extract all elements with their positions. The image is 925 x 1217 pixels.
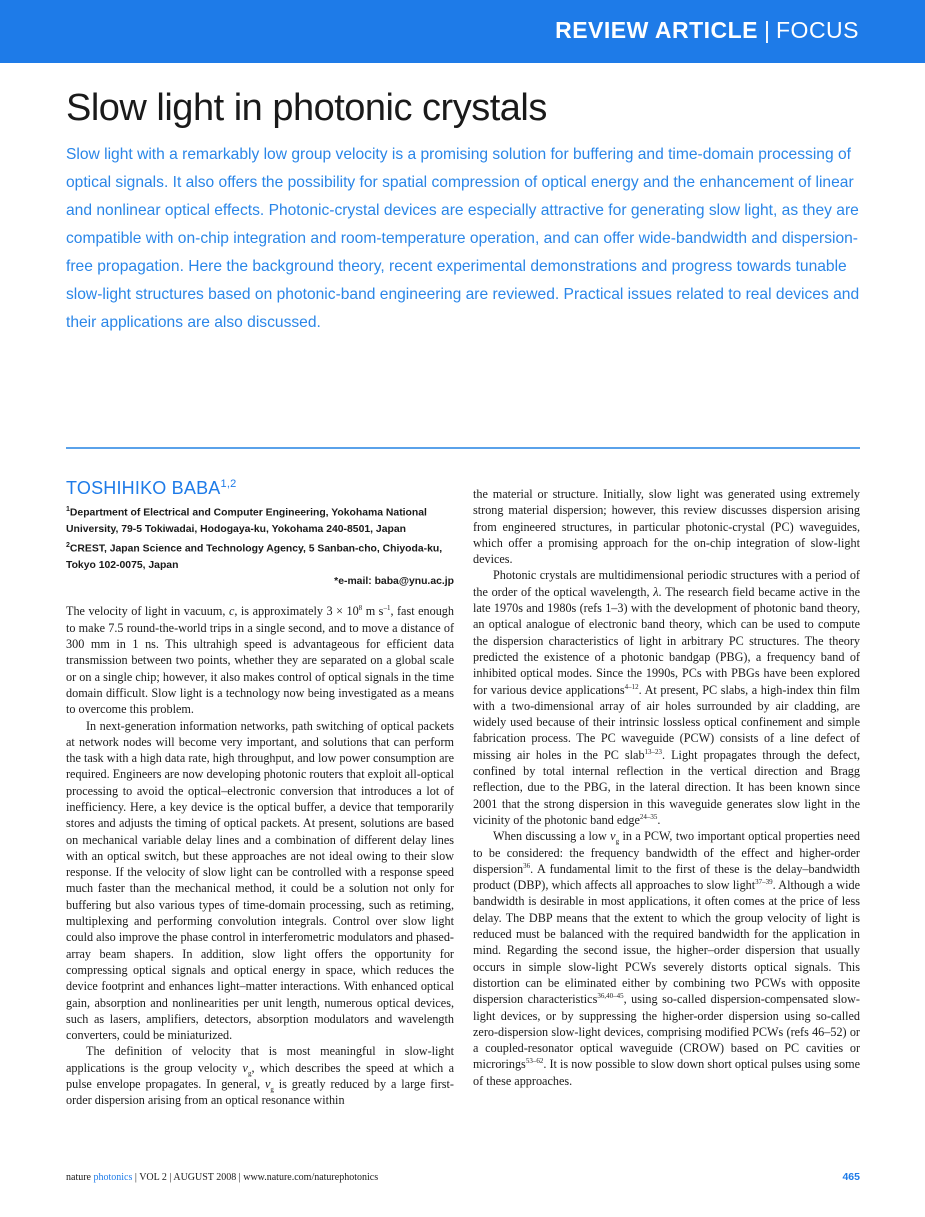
r3-ref-2: 37–39 (755, 878, 773, 887)
article-title: Slow light in photonic crystals (66, 87, 547, 129)
r3-text-b: in a PCW, two important optical properties need to be considered: the frequency bandwidth of the effect and higher-order dispersion (473, 829, 860, 876)
r3-subscript-g: g (615, 837, 620, 846)
divider (66, 447, 860, 449)
r3-text-a: When discussing a low (493, 829, 607, 844)
r3-text-e: , using so-called dispersion-compensated slow-light devices, or by suppressing the higher-order dispersion using so-called zero-dispersion slow-light devices, comprising modified PCWs (refs 46–52) or a coupled-resonator optical waveguide (CROW) based on PC cavities or microrings (473, 992, 860, 1072)
paragraph-r3 (473, 828, 860, 1089)
author-sup: 1,2 (220, 478, 237, 490)
r3-symbol-v: v (610, 829, 616, 844)
paragraph-r1: the material or structure. Initially, slow light was generated using extremely strong material dispersion; however, this review discusses dispersion arising from engineered structures, in particular photonic-crystal (PC) waveguides, which offer a promising approach for the on-chip integration of slow-light devices. (473, 487, 860, 567)
p1-units-exponent: –1 (383, 604, 391, 613)
r2-text-e: . (657, 812, 661, 827)
affiliation-1-text: Department of Electrical and Computer Engineering, Yokohama National University, 79-5 Tokiwadai, Hodogaya-ku, Yokohama 240-8501, Japan (66, 507, 427, 535)
page-number: 465 (842, 1171, 860, 1183)
left-body (66, 603, 454, 1108)
affiliation-2-sup: 2 (66, 542, 70, 550)
r2-text-d: . Light propagates through the defect, confined by total internal reflection in the vertical direction and Bragg reflection, due to the PBG, in the lateral direction. It has been known since 2001 that the strong dispersion in this waveguide generates slow light in the vicinity of the photonic band edge (473, 747, 861, 827)
affiliation-2-text: CREST, Japan Science and Technology Agency, 5 Sanban-cho, Chiyoda-ku, Tokyo 102-0075, Japan (66, 543, 443, 571)
author-email[interactable]: *e-mail: baba@ynu.ac.jp (334, 576, 454, 588)
p1-units: m s (362, 604, 384, 619)
footer-citation (66, 1172, 378, 1183)
header-bar (0, 0, 925, 63)
p3-subscript-g-2: g (270, 1085, 274, 1094)
r3-ref-4: 53–62 (525, 1057, 544, 1066)
right-column (473, 486, 860, 1089)
r2-ref-2: 13–23 (644, 747, 663, 756)
section-separator: | (764, 17, 770, 43)
p3-subscript-g: g (247, 1069, 252, 1078)
section-name: REVIEW ARTICLE (555, 17, 759, 43)
author-name (66, 478, 454, 499)
r2-text-a: Photonic crystals are multidimensional periodic structures with a period of the order of the optical wavelength, (473, 568, 860, 599)
section-focus: FOCUS (776, 17, 859, 43)
p3-symbol-v: v (242, 1060, 248, 1075)
r3-text-c: . A fundamental limit to the first of these is the delay–bandwidth product (DBP), which affects all approaches to slow light (473, 861, 860, 893)
footer-journal-prefix: nature (66, 1172, 91, 1183)
affiliation-1 (66, 502, 454, 538)
footer-details: | VOL 2 | AUGUST 2008 | www.nature.com/naturephotonics (134, 1172, 379, 1183)
paragraph-2: In next-generation information networks, path switching of optical packets at network nodes will become very important, and solutions that can perform the task with a high data rate, high throughput, and low power consumption are required. Engineers are now developing photonic routers that exploit all-optical processing to avoid the optical–electronic conversion that introduces a lot of inefficiency. Here, a key device is the optical buffer, a device that temporarily stores and adjusts the timing of optical packets. At present, solutions are based on mechanical variable delay lines and a combination of different delay lines with an optical switch, but these approaches are not ideal owing to their slow response. If the velocity of slow light can be controlled with a response speed much faster than the mechanical method, it could be a solution not only for buffering but also various types of time-domain processing, such as retiming, multiplexing and performing convolution integrals. Control over slow light could also improve the phase control in interferometric modulators and phased-array beam shapers. In addition, slow light offers the opportunity for compressing optical signals and optical energy in space, which reduces the device footprint and enhances light–matter interactions. With enhanced optical gain, absorption and nonlinearities per unit length, numerous optical devices, such as lasers, amplifiers, detectors, absorption modulators and wavelength converters, could be miniaturized. (66, 718, 454, 1043)
paragraph-r2 (473, 567, 860, 828)
p3-text-b: , which describes the speed at which a pulse envelope propagates. In general, (66, 1060, 454, 1092)
r3-ref-3: 36,40–45 (597, 992, 624, 1001)
r2-text-b: . The research field became active in the late 1970s and 1980s (refs 1–3) with the development of photonic band theory, an optical analogue of electronic band theory, which can be used to compute the dispersion characteristics of light in arbitrary PC structures. The theory predicted the existence of a photonic bandgap (PBG), a frequency band of inhibited optical modes. Since the 1990s, PCs with PBGs have been explored for various device applications (473, 584, 860, 697)
footer-journal-brand: photonics (93, 1172, 133, 1183)
p1-text-rest: , fast enough to make 7.5 round-the-world trips in a single second, and to move a distance of 300 mm in 1 ns. This ultrahigh speed is advantageous for efficient data transmission between two points, whether they are separated on a global scale or on a single chip; however, it also makes control of optical signals in the time domain difficult. Slow light is a technology now being investigated as a means to overcome this problem. (66, 604, 454, 717)
r2-text-c: . At present, PC slabs, a high-index thin film with a two-dimensional array of air holes surrounded by air cladding, are widely used because of their intrinsic lossless optical confinement and simple fabrication process. The PC waveguide (PCW) consists of a line defect of missing air holes in the PC slab (473, 682, 861, 762)
paragraph-3 (66, 1043, 454, 1108)
left-column (66, 478, 454, 1109)
p1-text-b: , is approximately 3 × 10 (234, 604, 359, 619)
p1-symbol-c: c (228, 604, 235, 619)
r2-ref-3: 24–35 (639, 812, 658, 821)
abstract: Slow light with a remarkably low group velocity is a promising solution for buffering and time-domain processing of optical signals. It also offers the possibility for spatial compression of optical energy and the enhancement of linear and nonlinear optical effects. Photonic-crystal devices are especially attractive for generating slow light, as they are compatible with on-chip integration and room-temperature operation, and can offer wide-bandwidth and dispersion-free propagation. Here the background theory, recent experimental demonstrations and progress towards tunable slow-light structures based on photonic-band engineering are reviewed. Practical issues related to real devices and their applications are also discussed. (66, 146, 860, 331)
r2-ref-1: 4–12 (624, 682, 639, 691)
p3-text-c: is greatly reduced by a large first-order dispersion arising from an optical resonance within (66, 1077, 454, 1108)
p1-exponent: 8 (358, 604, 363, 613)
r3-text-d: . Although a wide bandwidth is desirable in most applications, it often comes at the price of less delay. The DBP means that the extent to which the group velocity of light is reduced must be balanced with the required bandwidth for the application in mind. Regarding the second issue, the higher–order dispersion that usually occurs in simple slow-light PCWs severely distorts optical signals. This distortion can be eliminated either by combining two PCWs with opposite dispersion characteristics (473, 878, 860, 1007)
p3-symbol-v-2: v (264, 1077, 271, 1092)
p1-text-a: The velocity of light in vacuum, (66, 604, 226, 619)
author-name-text: TOSHIHIKO BABA (66, 478, 221, 498)
p3-text-a: The definition of velocity that is most meaningful in slow-light applications is the group velocity (66, 1044, 454, 1075)
r2-symbol-lambda: λ (653, 584, 659, 599)
paragraph-1 (66, 603, 454, 717)
affiliation-1-sup: 1 (66, 506, 70, 513)
section-label (555, 17, 859, 44)
r3-ref-1: 36 (523, 861, 531, 870)
r3-text-f: . It is now possible to slow down short optical pulses using some of these approaches. (473, 1057, 860, 1088)
affiliation-2 (66, 538, 454, 574)
